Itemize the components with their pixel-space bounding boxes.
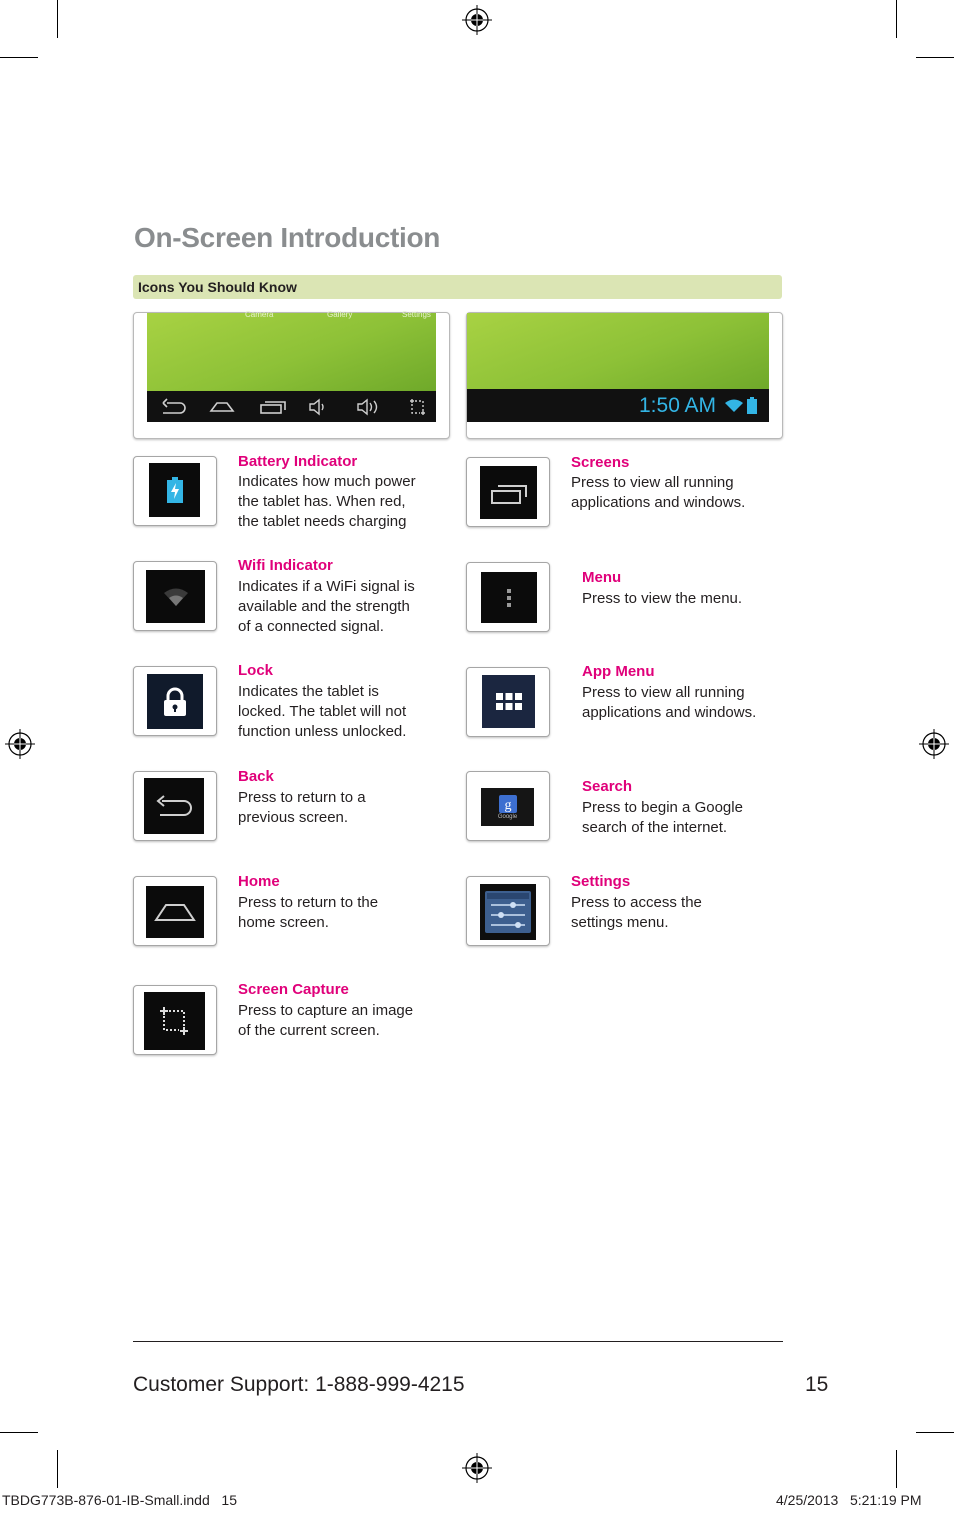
navigation-bar [147, 391, 436, 422]
home-wallpaper [467, 313, 769, 389]
screen-capture-description: Press to capture an image of the current screen. [238, 1002, 414, 1039]
app-grid-icon [496, 693, 522, 711]
back-icon [163, 399, 185, 413]
search-description: Press to begin a Google search of the internet. [582, 799, 743, 836]
settings-heading: Settings [571, 873, 631, 890]
wifi-icon [163, 587, 189, 607]
screen-capture-tile [133, 985, 217, 1055]
volume-up-icon [358, 400, 377, 414]
volume-down-icon [310, 400, 323, 414]
wifi-indicator-tile [133, 561, 217, 631]
shortcut-label-gallery: Gallery [327, 310, 353, 319]
app-menu-description: Press to view all running applications and windows. [582, 684, 757, 721]
screens-tile [466, 457, 550, 527]
tablet-navbar-screenshot [133, 312, 450, 439]
screens-description: Press to view all running applications and windows. [571, 474, 746, 511]
wifi-indicator-heading: Wifi Indicator [238, 557, 333, 574]
lock-icon [162, 687, 188, 717]
battery-indicator-heading: Battery Indicator [238, 453, 358, 470]
battery-icon [167, 477, 183, 503]
lock-heading: Lock [238, 662, 274, 679]
section-heading-bar [133, 275, 782, 299]
slug-timestamp: 4/25/2013 5:21:19 PM [776, 1492, 922, 1508]
registration-mark-icon [462, 5, 492, 35]
registration-mark-icon [919, 729, 949, 759]
google-search-icon [499, 795, 517, 813]
customer-support: Customer Support: 1-888-999-4215 [133, 1373, 465, 1396]
screen-capture-icon [410, 399, 425, 415]
menu-heading: Menu [582, 569, 622, 586]
screens-icon [261, 402, 285, 413]
menu-tile [466, 562, 550, 632]
lock-tile [133, 666, 217, 736]
crop-mark [0, 1432, 38, 1433]
search-heading: Search [582, 778, 633, 795]
crop-mark [57, 0, 58, 38]
settings-sliders-icon [485, 891, 531, 933]
screen-capture-heading: Screen Capture [238, 981, 349, 998]
page-title: On-Screen Introduction [134, 222, 441, 253]
screen-capture-icon [160, 1006, 190, 1036]
page-number: 15 [805, 1373, 829, 1396]
app-menu-heading: App Menu [582, 663, 655, 680]
screens-icon [490, 482, 528, 504]
settings-tile [466, 876, 550, 946]
registration-mark-icon [462, 1453, 492, 1483]
menu-overflow-icon [506, 588, 512, 608]
settings-description: Press to access the settings menu. [571, 894, 702, 931]
battery-indicator-description: Indicates how much power the tablet has. When red, the tablet needs charging [238, 473, 416, 530]
screens-heading: Screens [571, 454, 630, 471]
back-description: Press to return to a previous screen. [238, 789, 366, 826]
crop-mark [916, 1432, 954, 1433]
battery-indicator-tile [133, 456, 217, 526]
wifi-indicator-description: Indicates if a WiFi signal is available and the strength of a connected signal. [238, 578, 415, 635]
home-description: Press to return to the home screen. [238, 894, 379, 931]
google-label: Google [497, 813, 518, 820]
shortcut-label-settings: Settings [402, 310, 431, 319]
crop-mark [916, 57, 954, 58]
home-heading: Home [238, 873, 280, 890]
shortcut-label-camera: Camera [245, 310, 274, 319]
app-menu-tile [466, 667, 550, 737]
menu-description: Press to view the menu. [582, 590, 743, 607]
registration-mark-icon [5, 729, 35, 759]
svg-text:g: g [504, 797, 511, 813]
slug-file-name: TBDG773B-876-01-IB-Small.indd 15 [2, 1492, 237, 1508]
crop-mark [0, 57, 38, 58]
battery-icon [747, 397, 757, 414]
search-tile [466, 771, 550, 841]
home-tile [133, 876, 217, 946]
crop-mark [896, 0, 897, 38]
wifi-icon [725, 399, 743, 413]
home-icon [211, 403, 233, 411]
section-heading: Icons You Should Know [138, 279, 297, 295]
home-icon [154, 902, 196, 922]
crop-mark [896, 1450, 897, 1488]
crop-mark [57, 1450, 58, 1488]
back-heading: Back [238, 768, 274, 785]
footer-rule [133, 1341, 783, 1342]
back-tile [133, 771, 217, 841]
status-bar [467, 389, 769, 422]
lock-description: Indicates the tablet is locked. The tablet will not function unless unlocked. [238, 683, 407, 740]
back-icon [154, 795, 194, 817]
status-clock: 1:50 AM [639, 394, 717, 417]
home-wallpaper [147, 310, 436, 391]
tablet-statusbar-screenshot [466, 312, 783, 439]
